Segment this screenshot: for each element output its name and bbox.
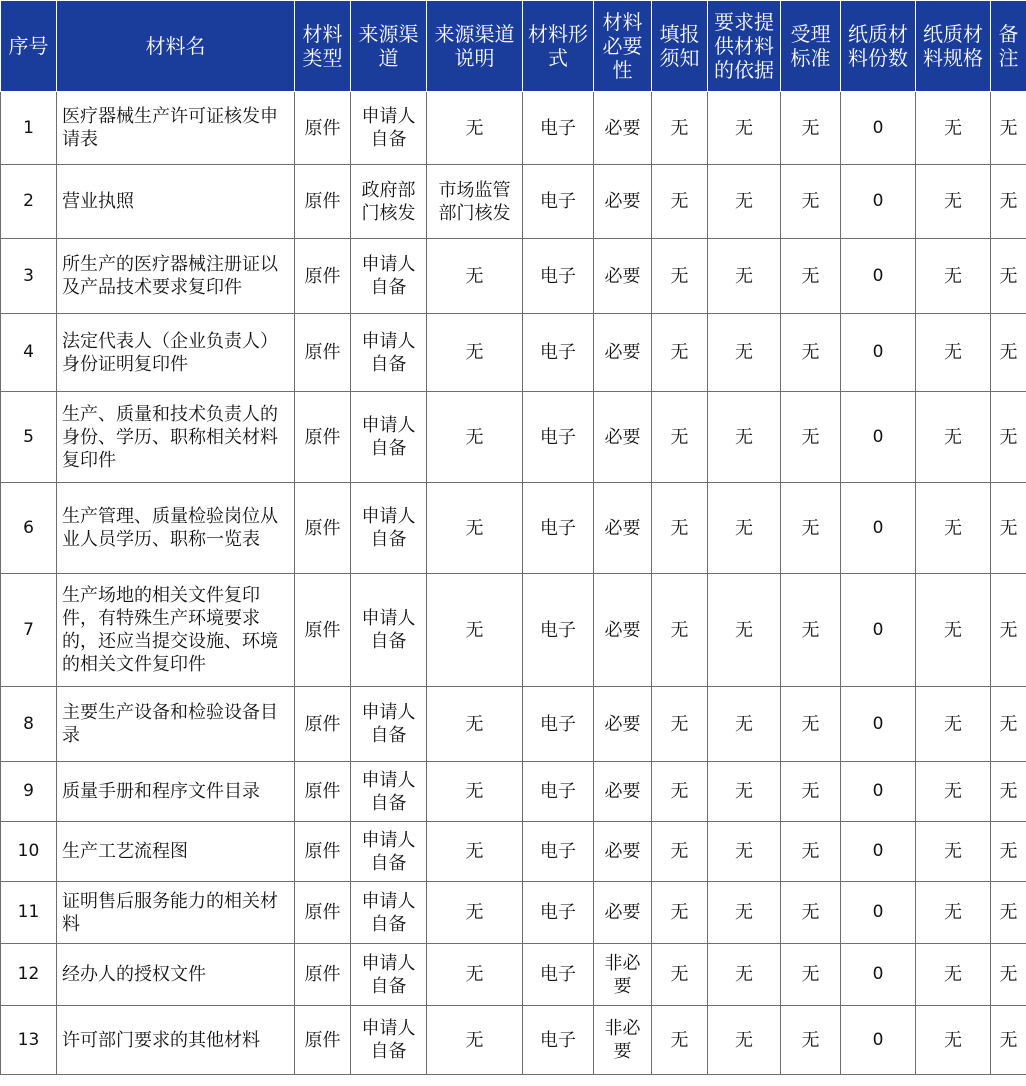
cell-seq: 7 xyxy=(1,574,57,687)
cell-paper-copies: 0 xyxy=(841,687,916,762)
cell-basis: 无 xyxy=(708,1006,781,1075)
cell-material-type: 原件 xyxy=(295,1006,351,1075)
cell-fill-notice: 无 xyxy=(652,314,708,392)
cell-fill-notice: 无 xyxy=(652,944,708,1006)
cell-necessity: 必要 xyxy=(594,239,652,314)
cell-material-type: 原件 xyxy=(295,762,351,822)
cell-necessity: 必要 xyxy=(594,314,652,392)
cell-material-type: 原件 xyxy=(295,165,351,239)
cell-material-name: 医疗器械生产许可证核发申请表 xyxy=(57,92,295,165)
table-row xyxy=(1,92,1026,165)
cell-seq: 4 xyxy=(1,314,57,392)
cell-paper-copies: 0 xyxy=(841,822,916,882)
cell-material-name: 主要生产设备和检验设备目录 xyxy=(57,687,295,762)
cell-acceptance-standard: 无 xyxy=(781,687,841,762)
cell-fill-notice: 无 xyxy=(652,165,708,239)
cell-necessity: 必要 xyxy=(594,92,652,165)
cell-material-name: 生产、质量和技术负责人的身份、学历、职称相关材料复印件 xyxy=(57,392,295,483)
cell-seq: 9 xyxy=(1,762,57,822)
cell-source-channel: 申请人自备 xyxy=(351,762,427,822)
cell-source-channel: 申请人自备 xyxy=(351,1006,427,1075)
cell-necessity: 非必要 xyxy=(594,1006,652,1075)
cell-fill-notice: 无 xyxy=(652,1006,708,1075)
cell-material-type: 原件 xyxy=(295,314,351,392)
header-seq: 序号 xyxy=(1,1,57,92)
cell-basis: 无 xyxy=(708,882,781,944)
cell-paper-spec: 无 xyxy=(916,1006,991,1075)
cell-remarks: 无 xyxy=(991,822,1026,882)
cell-necessity: 必要 xyxy=(594,483,652,574)
cell-fill-notice: 无 xyxy=(652,483,708,574)
header-acceptance-standard: 受理标准 xyxy=(781,1,841,92)
cell-source-channel-desc: 无 xyxy=(427,92,523,165)
cell-source-channel: 申请人自备 xyxy=(351,687,427,762)
cell-material-type: 原件 xyxy=(295,822,351,882)
table-body xyxy=(1,92,1026,1075)
header-remarks: 备注 xyxy=(991,1,1026,92)
cell-material-name: 法定代表人（企业负责人）身份证明复印件 xyxy=(57,314,295,392)
table-row xyxy=(1,687,1026,762)
cell-source-channel: 政府部门核发 xyxy=(351,165,427,239)
cell-necessity: 必要 xyxy=(594,822,652,882)
cell-paper-copies: 0 xyxy=(841,314,916,392)
cell-material-name: 质量手册和程序文件目录 xyxy=(57,762,295,822)
cell-paper-copies: 0 xyxy=(841,1006,916,1075)
table-row xyxy=(1,762,1026,822)
cell-acceptance-standard: 无 xyxy=(781,92,841,165)
cell-material-form: 电子 xyxy=(523,574,594,687)
cell-paper-copies: 0 xyxy=(841,574,916,687)
cell-paper-spec: 无 xyxy=(916,483,991,574)
cell-remarks: 无 xyxy=(991,392,1026,483)
cell-material-form: 电子 xyxy=(523,762,594,822)
cell-seq: 6 xyxy=(1,483,57,574)
cell-source-channel: 申请人自备 xyxy=(351,944,427,1006)
cell-remarks: 无 xyxy=(991,762,1026,822)
cell-paper-spec: 无 xyxy=(916,165,991,239)
table-header xyxy=(1,1,1026,92)
cell-material-name: 生产场地的相关文件复印件，有特殊生产环境要求的，还应当提交设施、环境的相关文件复印件 xyxy=(57,574,295,687)
cell-paper-spec: 无 xyxy=(916,882,991,944)
cell-material-form: 电子 xyxy=(523,822,594,882)
cell-paper-spec: 无 xyxy=(916,314,991,392)
cell-material-form: 电子 xyxy=(523,392,594,483)
cell-basis: 无 xyxy=(708,944,781,1006)
cell-source-channel: 申请人自备 xyxy=(351,574,427,687)
cell-material-type: 原件 xyxy=(295,687,351,762)
table-row xyxy=(1,314,1026,392)
cell-source-channel: 申请人自备 xyxy=(351,882,427,944)
cell-material-form: 电子 xyxy=(523,882,594,944)
cell-necessity: 必要 xyxy=(594,165,652,239)
cell-remarks: 无 xyxy=(991,314,1026,392)
cell-material-form: 电子 xyxy=(523,944,594,1006)
cell-fill-notice: 无 xyxy=(652,882,708,944)
table-row xyxy=(1,1006,1026,1075)
cell-seq: 13 xyxy=(1,1006,57,1075)
cell-source-channel-desc: 无 xyxy=(427,822,523,882)
table-row xyxy=(1,392,1026,483)
cell-remarks: 无 xyxy=(991,92,1026,165)
cell-paper-copies: 0 xyxy=(841,392,916,483)
cell-source-channel-desc: 无 xyxy=(427,944,523,1006)
cell-acceptance-standard: 无 xyxy=(781,239,841,314)
cell-material-type: 原件 xyxy=(295,483,351,574)
cell-material-name: 许可部门要求的其他材料 xyxy=(57,1006,295,1075)
cell-source-channel-desc: 无 xyxy=(427,1006,523,1075)
cell-material-form: 电子 xyxy=(523,92,594,165)
table-row xyxy=(1,944,1026,1006)
cell-paper-copies: 0 xyxy=(841,882,916,944)
cell-acceptance-standard: 无 xyxy=(781,314,841,392)
cell-necessity: 必要 xyxy=(594,882,652,944)
cell-material-form: 电子 xyxy=(523,165,594,239)
cell-remarks: 无 xyxy=(991,687,1026,762)
cell-seq: 1 xyxy=(1,92,57,165)
cell-acceptance-standard: 无 xyxy=(781,762,841,822)
cell-necessity: 必要 xyxy=(594,574,652,687)
cell-paper-copies: 0 xyxy=(841,239,916,314)
cell-acceptance-standard: 无 xyxy=(781,882,841,944)
table-row xyxy=(1,882,1026,944)
cell-source-channel-desc: 无 xyxy=(427,483,523,574)
cell-basis: 无 xyxy=(708,165,781,239)
cell-fill-notice: 无 xyxy=(652,92,708,165)
cell-source-channel: 申请人自备 xyxy=(351,392,427,483)
cell-acceptance-standard: 无 xyxy=(781,165,841,239)
cell-paper-copies: 0 xyxy=(841,944,916,1006)
cell-basis: 无 xyxy=(708,687,781,762)
cell-source-channel: 申请人自备 xyxy=(351,239,427,314)
cell-basis: 无 xyxy=(708,239,781,314)
header-fill-notice: 填报须知 xyxy=(652,1,708,92)
cell-acceptance-standard: 无 xyxy=(781,822,841,882)
cell-source-channel-desc: 无 xyxy=(427,574,523,687)
cell-paper-copies: 0 xyxy=(841,92,916,165)
table-row xyxy=(1,165,1026,239)
cell-remarks: 无 xyxy=(991,1006,1026,1075)
cell-material-type: 原件 xyxy=(295,574,351,687)
cell-paper-spec: 无 xyxy=(916,944,991,1006)
cell-source-channel-desc: 无 xyxy=(427,239,523,314)
header-material-form: 材料形式 xyxy=(523,1,594,92)
cell-seq: 10 xyxy=(1,822,57,882)
cell-paper-spec: 无 xyxy=(916,762,991,822)
cell-material-name: 所生产的医疗器械注册证以及产品技术要求复印件 xyxy=(57,239,295,314)
cell-material-name: 营业执照 xyxy=(57,165,295,239)
cell-paper-spec: 无 xyxy=(916,822,991,882)
cell-material-form: 电子 xyxy=(523,314,594,392)
cell-source-channel-desc: 市场监管部门核发 xyxy=(427,165,523,239)
cell-fill-notice: 无 xyxy=(652,822,708,882)
cell-remarks: 无 xyxy=(991,574,1026,687)
header-basis: 要求提供材料的依据 xyxy=(708,1,781,92)
cell-paper-spec: 无 xyxy=(916,687,991,762)
header-material-name: 材料名 xyxy=(57,1,295,92)
cell-source-channel-desc: 无 xyxy=(427,687,523,762)
cell-basis: 无 xyxy=(708,392,781,483)
table-row xyxy=(1,822,1026,882)
table-row xyxy=(1,483,1026,574)
cell-source-channel: 申请人自备 xyxy=(351,822,427,882)
cell-basis: 无 xyxy=(708,574,781,687)
cell-necessity: 必要 xyxy=(594,392,652,483)
cell-material-name: 证明售后服务能力的相关材料 xyxy=(57,882,295,944)
cell-basis: 无 xyxy=(708,314,781,392)
cell-necessity: 非必要 xyxy=(594,944,652,1006)
header-source-channel: 来源渠道 xyxy=(351,1,427,92)
cell-source-channel: 申请人自备 xyxy=(351,314,427,392)
cell-material-form: 电子 xyxy=(523,239,594,314)
cell-seq: 3 xyxy=(1,239,57,314)
cell-basis: 无 xyxy=(708,822,781,882)
cell-source-channel-desc: 无 xyxy=(427,392,523,483)
cell-source-channel-desc: 无 xyxy=(427,882,523,944)
cell-material-type: 原件 xyxy=(295,944,351,1006)
cell-material-type: 原件 xyxy=(295,239,351,314)
header-necessity: 材料必要性 xyxy=(594,1,652,92)
cell-seq: 2 xyxy=(1,165,57,239)
cell-material-form: 电子 xyxy=(523,483,594,574)
cell-seq: 12 xyxy=(1,944,57,1006)
cell-source-channel: 申请人自备 xyxy=(351,483,427,574)
table-row xyxy=(1,239,1026,314)
cell-fill-notice: 无 xyxy=(652,239,708,314)
cell-source-channel-desc: 无 xyxy=(427,762,523,822)
cell-paper-spec: 无 xyxy=(916,92,991,165)
cell-paper-spec: 无 xyxy=(916,574,991,687)
cell-seq: 5 xyxy=(1,392,57,483)
cell-material-name: 经办人的授权文件 xyxy=(57,944,295,1006)
cell-material-name: 生产管理、质量检验岗位从业人员学历、职称一览表 xyxy=(57,483,295,574)
cell-source-channel: 申请人自备 xyxy=(351,92,427,165)
cell-material-type: 原件 xyxy=(295,392,351,483)
cell-remarks: 无 xyxy=(991,944,1026,1006)
cell-necessity: 必要 xyxy=(594,762,652,822)
cell-necessity: 必要 xyxy=(594,687,652,762)
cell-basis: 无 xyxy=(708,92,781,165)
header-paper-copies: 纸质材料份数 xyxy=(841,1,916,92)
cell-seq: 11 xyxy=(1,882,57,944)
cell-material-type: 原件 xyxy=(295,92,351,165)
cell-acceptance-standard: 无 xyxy=(781,1006,841,1075)
cell-acceptance-standard: 无 xyxy=(781,392,841,483)
cell-paper-spec: 无 xyxy=(916,239,991,314)
cell-acceptance-standard: 无 xyxy=(781,483,841,574)
cell-fill-notice: 无 xyxy=(652,574,708,687)
header-source-channel-desc: 来源渠道说明 xyxy=(427,1,523,92)
cell-paper-copies: 0 xyxy=(841,762,916,822)
cell-remarks: 无 xyxy=(991,882,1026,944)
header-material-type: 材料类型 xyxy=(295,1,351,92)
header-row xyxy=(1,1,1026,92)
header-paper-spec: 纸质材料规格 xyxy=(916,1,991,92)
cell-basis: 无 xyxy=(708,483,781,574)
cell-material-form: 电子 xyxy=(523,1006,594,1075)
cell-material-type: 原件 xyxy=(295,882,351,944)
cell-remarks: 无 xyxy=(991,483,1026,574)
cell-paper-spec: 无 xyxy=(916,392,991,483)
cell-paper-copies: 0 xyxy=(841,165,916,239)
cell-remarks: 无 xyxy=(991,239,1026,314)
cell-remarks: 无 xyxy=(991,165,1026,239)
cell-acceptance-standard: 无 xyxy=(781,574,841,687)
cell-source-channel-desc: 无 xyxy=(427,314,523,392)
cell-seq: 8 xyxy=(1,687,57,762)
cell-fill-notice: 无 xyxy=(652,392,708,483)
cell-material-name: 生产工艺流程图 xyxy=(57,822,295,882)
cell-acceptance-standard: 无 xyxy=(781,944,841,1006)
cell-fill-notice: 无 xyxy=(652,762,708,822)
cell-fill-notice: 无 xyxy=(652,687,708,762)
table-row xyxy=(1,574,1026,687)
cell-basis: 无 xyxy=(708,762,781,822)
cell-paper-copies: 0 xyxy=(841,483,916,574)
cell-material-form: 电子 xyxy=(523,687,594,762)
